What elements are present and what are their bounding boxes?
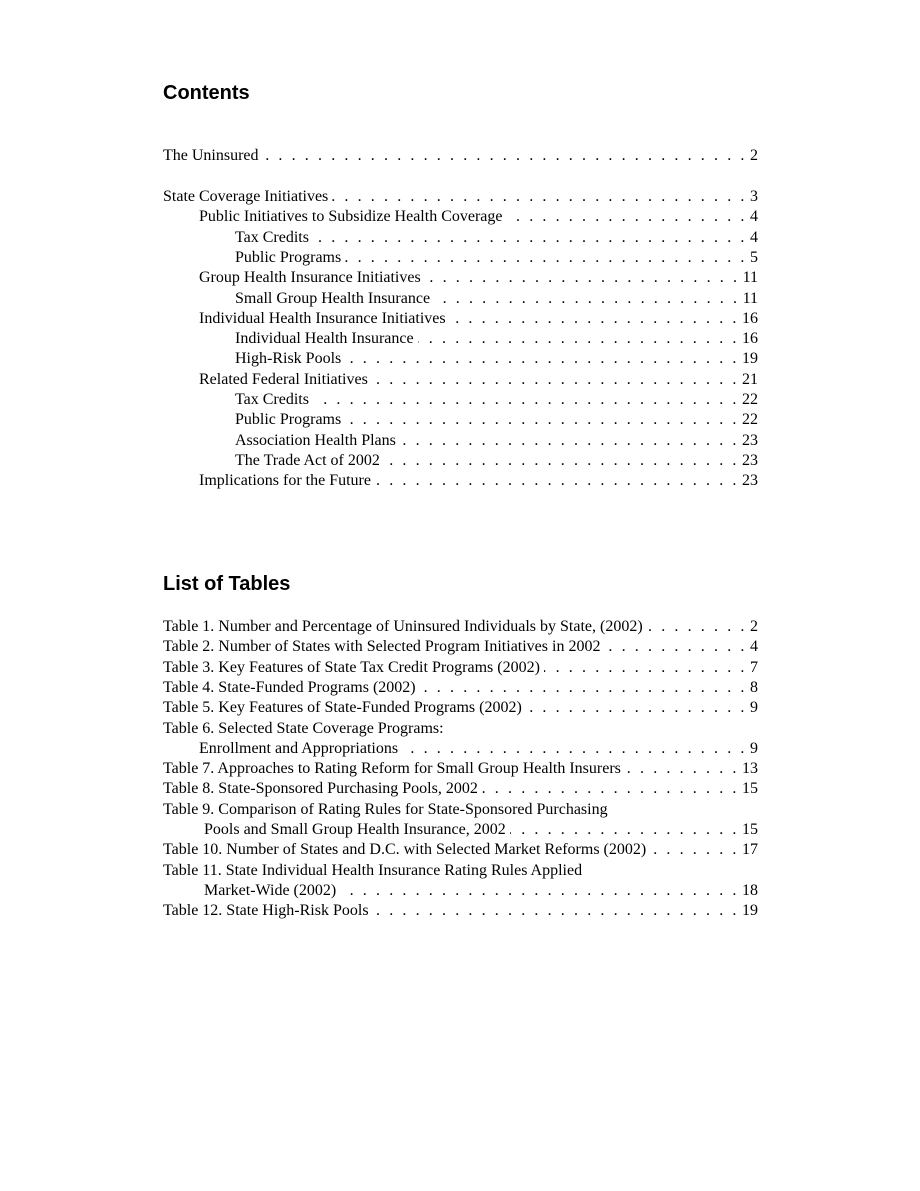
- toc-entry-page: 16: [742, 330, 758, 348]
- dot-leader: [345, 349, 739, 369]
- toc-entry-title: Related Federal Initiatives: [199, 370, 368, 388]
- toc-entry-page: 22: [742, 411, 758, 429]
- toc-entry-title: Public Initiatives to Subsidize Health Coverage: [199, 208, 503, 226]
- toc-entry-page: 16: [742, 309, 758, 327]
- toc-entry-title: Individual Health Insurance: [235, 330, 414, 348]
- table-entry[interactable]: [163, 637, 758, 657]
- table-entry[interactable]: [163, 678, 758, 698]
- dot-leader: [450, 309, 739, 329]
- toc-entry-title: Small Group Health Insurance: [235, 289, 431, 307]
- table-entry-page: 9: [750, 739, 758, 757]
- toc-entry[interactable]: [163, 370, 758, 390]
- dot-leader: [418, 329, 739, 349]
- dot-leader: [313, 228, 747, 248]
- dot-leader: [544, 658, 747, 678]
- toc-entry-title: Public Programs: [235, 248, 342, 266]
- table-entry-title: Table 10. Number of States and D.C. with Selected Market Reforms (2002): [163, 841, 647, 859]
- dot-leader: [340, 881, 739, 901]
- table-entry-title: Table 2. Number of States with Selected Program Initiatives in 2002: [163, 638, 601, 656]
- table-entry-page: 4: [750, 638, 758, 656]
- dot-leader: [625, 759, 739, 779]
- table-entry-page: 8: [750, 678, 758, 696]
- dot-leader: [373, 901, 739, 921]
- toc-entry-page: 4: [750, 228, 758, 246]
- table-entry-page: 15: [742, 821, 758, 838]
- toc-entry-page: 23: [742, 451, 758, 469]
- toc-entry[interactable]: [163, 248, 758, 268]
- toc-entry-title: Implications for the Future: [199, 472, 371, 490]
- dot-leader: [434, 289, 740, 309]
- table-entry[interactable]: [163, 698, 758, 718]
- dot-leader: [526, 698, 747, 718]
- toc-entry-page: 11: [742, 289, 758, 307]
- dot-leader: [425, 268, 740, 288]
- dot-leader: [647, 617, 747, 637]
- table-entry-title[interactable]: Table 9. Comparison of Rating Rules for State-Sponsored Purchasing: [163, 800, 608, 818]
- table-entry-title: Table 1. Number and Percentage of Uninsured Individuals by State, (2002): [163, 618, 643, 635]
- toc-entry-title: State Coverage Initiatives: [163, 188, 329, 205]
- dot-leader: [400, 431, 739, 451]
- contents-heading: Contents: [163, 82, 250, 104]
- dot-leader: [313, 390, 739, 410]
- toc-entry-page: 3: [750, 188, 758, 205]
- toc-entry-page: 21: [742, 370, 758, 388]
- toc-entry[interactable]: [163, 451, 758, 471]
- dot-leader: [650, 840, 739, 860]
- dot-leader: [345, 248, 747, 268]
- toc-entry-title: High-Risk Pools: [235, 350, 342, 368]
- dot-leader: [384, 451, 739, 471]
- toc-entry-title: Individual Health Insurance Initiatives: [199, 309, 446, 327]
- toc-entry-title: Tax Credits: [235, 391, 309, 408]
- toc-entry[interactable]: [163, 390, 758, 410]
- dot-leader: [402, 739, 747, 759]
- table-entry[interactable]: [163, 617, 758, 637]
- dot-leader: [604, 637, 747, 657]
- table-entry-title[interactable]: Table 6. Selected State Coverage Programs:: [163, 719, 444, 737]
- toc-entry-page: 19: [742, 350, 758, 368]
- table-entry-title: Enrollment and Appropriations: [199, 739, 399, 757]
- toc-entry[interactable]: [163, 309, 758, 329]
- toc-entry[interactable]: [163, 410, 758, 430]
- toc-entry-page: 2: [750, 147, 758, 164]
- toc-entry[interactable]: [163, 289, 758, 309]
- toc-entry-page: 11: [742, 269, 758, 287]
- table-entry-page: 19: [742, 902, 758, 920]
- toc-entry-title: Association Health Plans: [235, 431, 396, 449]
- dot-leader: [375, 471, 739, 491]
- toc-entry-page: 5: [750, 248, 758, 266]
- toc-entry[interactable]: [163, 187, 758, 207]
- toc-entry[interactable]: [163, 268, 758, 288]
- table-entry-title: Table 12. State High-Risk Pools: [163, 902, 369, 920]
- toc-entry[interactable]: [163, 349, 758, 369]
- table-entry[interactable]: [163, 658, 758, 678]
- table-entry-page: 18: [742, 881, 758, 899]
- toc-entry-title: Tax Credits: [235, 228, 309, 246]
- dot-leader: [420, 678, 747, 698]
- toc-entry-page: 22: [742, 391, 758, 408]
- toc-entry[interactable]: [163, 207, 758, 227]
- table-entry[interactable]: [163, 840, 758, 860]
- table-entry-title: Table 7. Approaches to Rating Reform for Small Group Health Insurers: [163, 760, 621, 778]
- dot-leader: [345, 410, 739, 430]
- toc-entry[interactable]: [163, 431, 758, 451]
- toc-entry[interactable]: [163, 329, 758, 349]
- table-entry-page: 17: [742, 841, 758, 859]
- table-entry-title: Market-Wide (2002): [204, 881, 337, 899]
- table-entry[interactable]: [163, 901, 758, 921]
- dot-leader: [507, 207, 748, 227]
- table-entry-continuation[interactable]: [163, 881, 758, 901]
- table-entry-title: Table 5. Key Features of State-Funded Programs (2002): [163, 699, 522, 717]
- list-of-tables-heading: List of Tables: [163, 573, 291, 595]
- table-entry-page: 7: [750, 658, 758, 676]
- dot-leader: [372, 370, 739, 390]
- table-entry-title: Table 3. Key Features of State Tax Credit Programs (2002): [163, 658, 540, 676]
- table-entry-continuation[interactable]: [163, 820, 758, 840]
- table-entry-page: 13: [742, 760, 758, 778]
- table-entry[interactable]: [163, 779, 758, 799]
- table-entry[interactable]: [163, 759, 758, 779]
- table-entry-continuation[interactable]: [163, 739, 758, 759]
- table-entry-page: 9: [750, 699, 758, 717]
- dot-leader: [482, 779, 739, 799]
- table-entry-title: Pools and Small Group Health Insurance, 2002: [204, 821, 506, 838]
- toc-entry[interactable]: [163, 146, 758, 166]
- toc-entry-title: The Uninsured: [163, 147, 259, 164]
- toc-entry-title: Public Programs: [235, 411, 342, 429]
- toc-entry[interactable]: [163, 471, 758, 491]
- dot-leader: [332, 187, 747, 207]
- toc-entry-title: The Trade Act of 2002: [235, 451, 380, 469]
- table-entry-page: 15: [742, 780, 758, 798]
- toc-entry[interactable]: [163, 228, 758, 248]
- table-entry-title: Table 8. State-Sponsored Purchasing Pools, 2002: [163, 780, 478, 798]
- table-entry-title[interactable]: Table 11. State Individual Health Insurance Rating Rules Applied: [163, 861, 583, 879]
- toc-entry-page: 23: [742, 472, 758, 490]
- dot-leader: [510, 820, 739, 840]
- table-entry-page: 2: [750, 618, 758, 635]
- toc-entry-page: 4: [750, 208, 758, 226]
- toc-entry-page: 23: [742, 431, 758, 449]
- table-entry-title: Table 4. State-Funded Programs (2002): [163, 678, 416, 696]
- toc-entry-title: Group Health Insurance Initiatives: [199, 269, 421, 287]
- dot-leader: [263, 146, 747, 166]
